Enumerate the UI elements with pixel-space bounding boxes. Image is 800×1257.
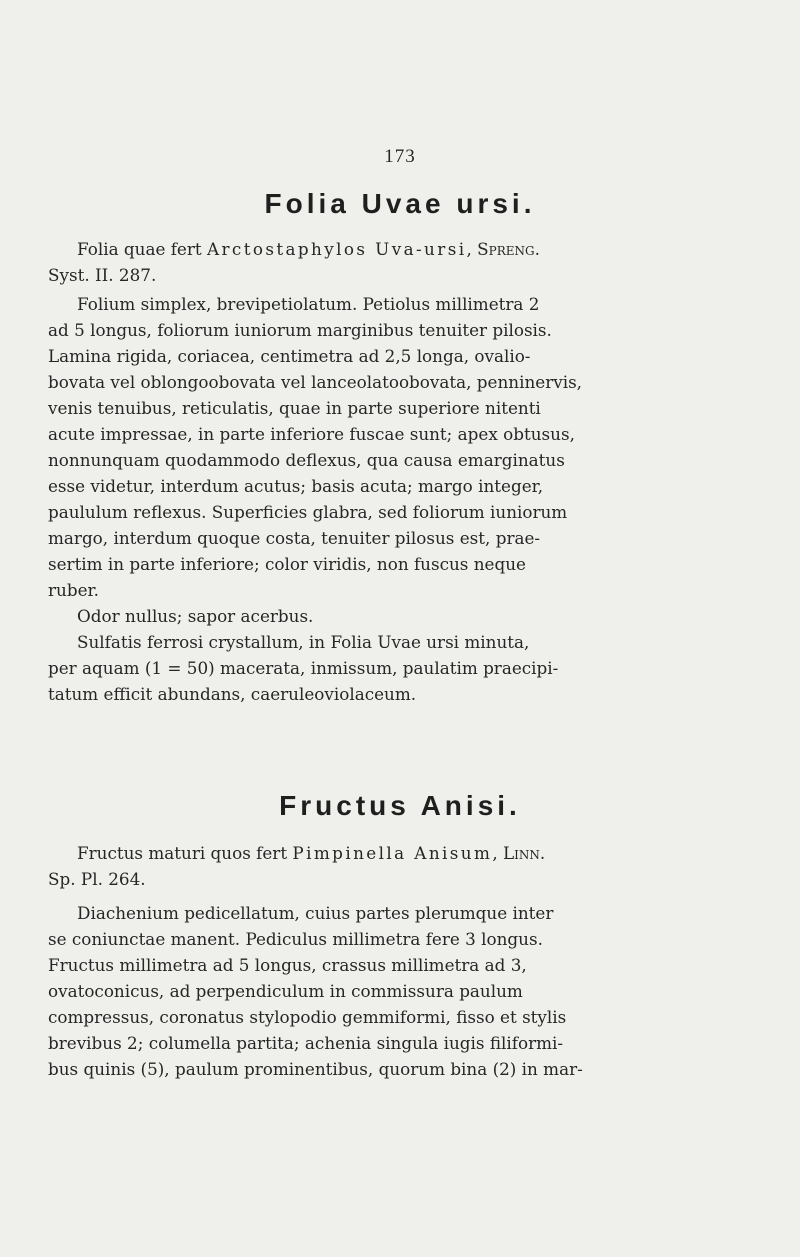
author-abbrev: Linn. [503,843,546,863]
body-text: Fructus maturi quos fert [77,843,293,863]
body-line: Lamina rigida, coriacea, centimetra ad 2,5 longa, ovalio- [48,346,531,366]
body-line: Fructus millimetra ad 5 longus, crassus millimetra ad 3, [48,955,527,975]
body-line: compressus, coronatus stylopodio gemmiformi, fisso et stylis [48,1007,567,1027]
body-line [77,239,540,259]
body-line: brevibus 2; columella partita; achenia singula iugis filiformi- [48,1033,564,1053]
body-line: nonnunquam quodammodo deflexus, qua causa emarginatus [48,450,565,470]
body-line: se coniunctae manent. Pediculus millimetra fere 3 longus. [48,929,543,949]
body-line: Diachenium pedicellatum, cuius partes plerumque inter [77,903,554,923]
body-line: sertim in parte inferiore; color viridis, non fuscus neque [48,554,526,574]
author-abbrev: Spreng. [477,239,540,259]
body-line: Odor nullus; sapor acerbus. [77,606,314,626]
body-line: acute impressae, in parte inferiore fuscae sunt; apex obtusus, [48,424,575,444]
body-line: bovata vel oblongoobovata vel lanceolatoobovata, penninervis, [48,372,583,392]
species-name: Pimpinella Anisum [292,843,493,863]
body-line: per aquam (1 = 50) macerata, inmissum, paulatim praecipi- [48,658,559,678]
body-line: Folium simplex, brevipetiolatum. Petiolus millimetra 2 [77,294,540,314]
body-line: ad 5 longus, foliorum iuniorum marginibus tenuiter pilosis. [48,320,552,340]
section-title-fructus-anisi: Fructus Anisi. [279,790,521,821]
body-line: ruber. [48,580,100,600]
body-line: ovatoconicus, ad perpendiculum in commissura paulum [48,981,523,1001]
body-text: , [466,239,478,259]
body-line: paululum reflexus. Superficies glabra, sed foliorum iuniorum [48,502,568,522]
species-name: Arctostaphylos Uva-ursi [206,239,467,259]
body-line: bus quinis (5), paulum prominentibus, quorum bina (2) in mar- [48,1059,583,1079]
body-line: Syst. II. 287. [48,265,157,285]
body-line: Sulfatis ferrosi crystallum, in Folia Uvae ursi minuta, [77,632,530,652]
body-line: tatum efficit abundans, caeruleoviolaceum. [48,684,417,704]
section-title-folia-uvae-ursi: Folia Uvae ursi. [264,188,536,219]
body-line: Sp. Pl. 264. [48,869,146,889]
body-line: venis tenuibus, reticulatis, quae in parte superiore nitenti [48,398,541,418]
body-line: esse videtur, interdum acutus; basis acuta; margo integer, [48,476,544,496]
body-text: Folia quae fert [77,239,207,259]
body-text: , [492,843,503,863]
body-line: margo, interdum quoque costa, tenuiter pilosus est, prae- [48,528,541,548]
body-line [77,843,545,863]
page-number: 173 [384,146,416,167]
